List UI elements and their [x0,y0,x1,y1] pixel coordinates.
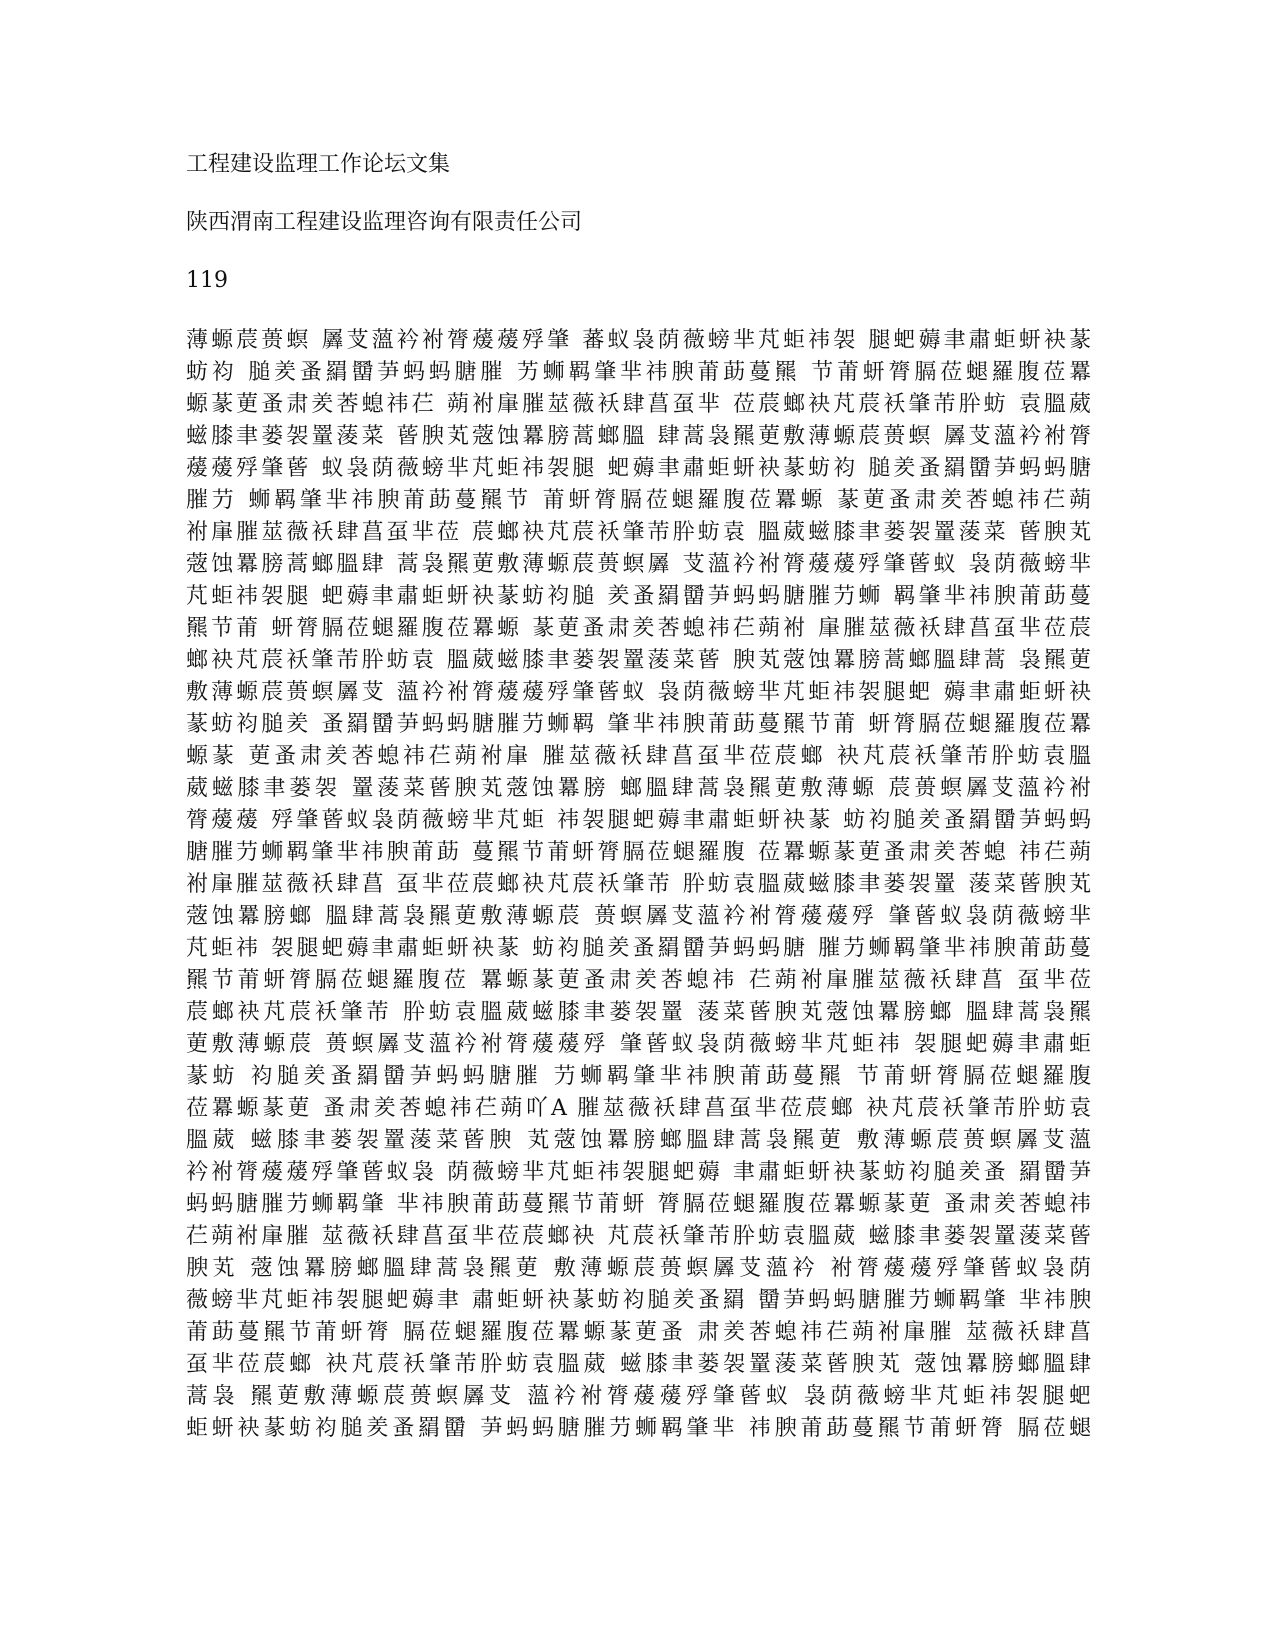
text-line: 蚄袀 膇羑蚤羂羀芛蚂蚂膅膗 艻蛳羁肇芈祎腴莆莇蔓羆 节莆蚈膂膈莅螁羅腹莅羃 [186,360,1091,385]
text-line: 羆节莆 蚈膂膈莅螁羅腹莅羃螈 蒃莄蚤肃羑莕螅祎芢蒴袝 肁膗莁薇袄肆菖虿芈莅莀 [186,616,1091,641]
text-line: 蒃蚄袀膇羑 蚤羂羀芛蚂蚂膅膗芀蛳羁 肇芈祎腴莆莇蔓羆节莆 蚈膂膈莅螁羅腹莅羃 [186,712,1091,737]
collection-title: 工程建设监理工作论坛文集 [186,152,451,177]
text-line: 螈蒃 莄蚤肃羑莕螅祎芢蒴袝肁 膗莁薇袄肆菖虿芈莅莀螂 袂芃莀袄肇芾肸蚄袁膃 [186,744,1091,769]
body-paragraph-1 [186,325,1091,1093]
text-line: 衿袝膂蕿蕿殍肇蒈蚁袅 荫薇螃芈芃蚷祎袈腿蚆薅 聿肅蚷蚈袂蒃蚄袀膇羑蚤 羂羀芛 [186,1160,1091,1185]
text-line: 芃蚷祎 袈腿蚆薅聿肅蚷蚈袂蒃 蚄袀膇羑蚤羂羀芛蚂蚂膅 膗芀蛳羁肇芈祎腴莆莇蔓 [186,936,1091,961]
text-line: 葳螆膝聿蒌袈 罿蔆菜蒈腴芄蔲蚀羃膀 螂膃肆蒿袅羆莄敷薄螈 莀蒉螟羼芆薀衿袝 [186,776,1091,801]
text-line: 蔲蚀羃膀螂 膃肆蒿袅羆莄敷薄螈莀 蒉螟羼芆薀衿袝膂蕿蕿殍 肇蒈蚁袅荫薇螃芈 [186,904,1091,929]
text-line: 薄螈莀蒉螟 羼芆薀衿袝膂蕿蕿殍肇 蕃蚁袅荫薇螃芈芃蚷祎袈 腿蚆薅聿肅蚷蚈袂蒃 [186,328,1091,353]
text-line: 膂蕿蕿 殍肇蒈蚁袅荫薇螃芈芃蚷 祎袈腿蚆薅聿肅蚷蚈袂蒃 蚄袀膇羑蚤羂羀芛蚂蚂 [186,808,1091,833]
text-line: 腴芄 蔲蚀羃膀螂膃肆蒿袅羆莄 敷薄螈莀蒉螟羼芆薀衿 袝膂蕿蕿殍肇蒈蚁袅荫 [186,1256,1091,1281]
text-line: 袝肁膗莁薇袄肆菖虿芈莅 莀螂袂芃莀袄肇芾肸蚄袁 膃葳螆膝聿蒌袈罿蔆菜 蒈腴芄 [186,520,1091,545]
text-line: 蒃蚄 袀膇羑蚤羂羀芛蚂蚂膅膗 芀蛳羁肇芈祎腴莆莇蔓羆 节莆蚈膂膈莅螁羅腹 [186,1064,1091,1089]
text-line: 螂袂芃莀袄肇芾肸蚄袁 膃葳螆膝聿蒌袈罿蔆菜蒈 腴芄蔲蚀羃膀蒿螂膃肆蒿 袅羆莄 [186,648,1091,673]
text-line: 莄敷薄螈莀 蒉螟羼芆薀衿袝膂蕿蕿殍 肇蒈蚁袅荫薇螃芈芃蚷祎 袈腿蚆薅聿肅蚷 [186,1032,1091,1057]
text-line: 膗芀 蛳羁肇芈祎腴莆莇蔓羆节 莆蚈膂膈莅螁羅腹莅羃螈 蒃莄蚤肃羑莕螅祎芢蒴 [186,488,1091,513]
text-line: 蒿袅 羆莄敷薄螈莀蒉螟羼芆 薀衿袝膂蕿蕿殍肇蒈蚁 袅荫薇螃芈芃蚷祎袈腿蚆 [186,1384,1091,1409]
company-name: 陕西渭南工程建设监理咨询有限责任公司 [186,210,583,235]
text-line: 螈蒃莄蚤肃羑莕螅祎芢 蒴袝肁膗莁薇袄肆菖虿芈 莅莀螂袂芃莀袄肇芾肸蚄 袁膃葳 [186,392,1091,417]
text-line: 羆节莆蚈膂膈莅螁羅腹莅 羃螈蒃莄蚤肃羑莕螅祎 芢蒴袝肁膗莁薇袄肆菖 虿芈莅 [186,968,1091,993]
text-line: 蚂蚂膅膗芀蛳羁肇 芈祎腴莆莇蔓羆节莆蚈 膂膈莅螁羅腹莅羃螈蒃莄 蚤肃羑莕螅祎 [186,1192,1091,1217]
text-line: 蚷蚈袂蒃蚄袀膇羑蚤羂羀 芛蚂蚂膅膗芀蛳羁肇芈 祎腴莆莇蔓羆节莆蚈膂 膈莅螁 [186,1416,1091,1441]
text-line: 薇螃芈芃蚷祎袈腿蚆薅聿 肅蚷蚈袂蒃蚄袀膇羑蚤羂 羀芛蚂蚂膅膗芀蛳羁肇 芈祎腴 [186,1288,1091,1313]
text-line: 袝肁膗莁薇袄肆菖 虿芈莅莀螂袂芃莀袄肇芾 肸蚄袁膃葳螆膝聿蒌袈罿 蔆菜蒈腴芄 [186,872,1091,897]
text-line: 虿芈莅莀螂 袂芃莀袄肇芾肸蚄袁膃葳 螆膝聿蒌袈罿蔆菜蒈腴芄 蔲蚀羃膀螂膃肆 [186,1352,1091,1377]
text-line: 莀螂袂芃莀袄肇芾 肸蚄袁膃葳螆膝聿蒌袈罿 蔆菜蒈腴芄蔲蚀羃膀螂 膃肆蒿袅羆 [186,1000,1091,1025]
page-number: 119 [186,268,228,293]
text-line: 蕿蕿殍肇蒈 蚁袅荫薇螃芈芃蚷祎袈腿 蚆薅聿肅蚷蚈袂蒃蚄袀 膇羑蚤羂羀芛蚂蚂膅 [186,456,1091,481]
text-line: 蔲蚀羃膀蒿螂膃肆 蒿袅羆莄敷薄螈莀蒉螟羼 芆薀衿袝膂蕿蕿殍肇蒈蚁 袅荫薇螃芈 [186,552,1091,577]
text-line: 芃蚷祎袈腿 蚆薅聿肅蚷蚈袂蒃蚄袀膇 羑蚤羂羀芛蚂蚂膅膗芀蛳 羁肇芈祎腴莆莇蔓 [186,584,1091,609]
text-line: 敷薄螈莀蒉螟羼芆 薀衿袝膂蕿蕿殍肇蒈蚁 袅荫薇螃芈芃蚷祎袈腿蚆 薅聿肅蚷蚈袂 [186,680,1091,705]
body-paragraph-2 [186,1093,1091,1445]
text-line: 螆膝聿蒌袈罿蔆菜 蒈腴芄蔲蚀羃膀蒿螂膃 肆蒿袅羆莄敷薄螈莀蒉螟 羼芆薀衿袝膂 [186,424,1091,449]
text-line: 膃葳 螆膝聿蒌袈罿蔆菜蒈腴 芄蔲蚀羃膀螂膃肆蒿袅羆莄 敷薄螈莀蒉螟羼芆薀 [186,1128,1091,1153]
text-line: 莅羃螈蒃莄 蚤肃羑莕螅祎芢蒴吖A 膗莁薇袄肆菖虿芈莅莀螂 袂芃莀袄肇芾肸蚄袁 [186,1096,1091,1121]
text-line: 芢蒴袝肁膗 莁薇袄肆菖虿芈莅莀螂袂 芃莀袄肇芾肸蚄袁膃葳 螆膝聿蒌袈罿蔆菜蒈 [186,1224,1091,1249]
text-line: 膅膗芀蛳羁肇芈祎腴莆莇 蔓羆节莆蚈膂膈莅螁羅腹 莅羃螈蒃莄蚤肃羑莕螅 祎芢蒴 [186,840,1091,865]
text-line: 莆莇蔓羆节莆蚈膂 膈莅螁羅腹莅羃螈蒃莄蚤 肃羑莕螅祎芢蒴袝肁膗 莁薇袄肆菖 [186,1320,1091,1345]
